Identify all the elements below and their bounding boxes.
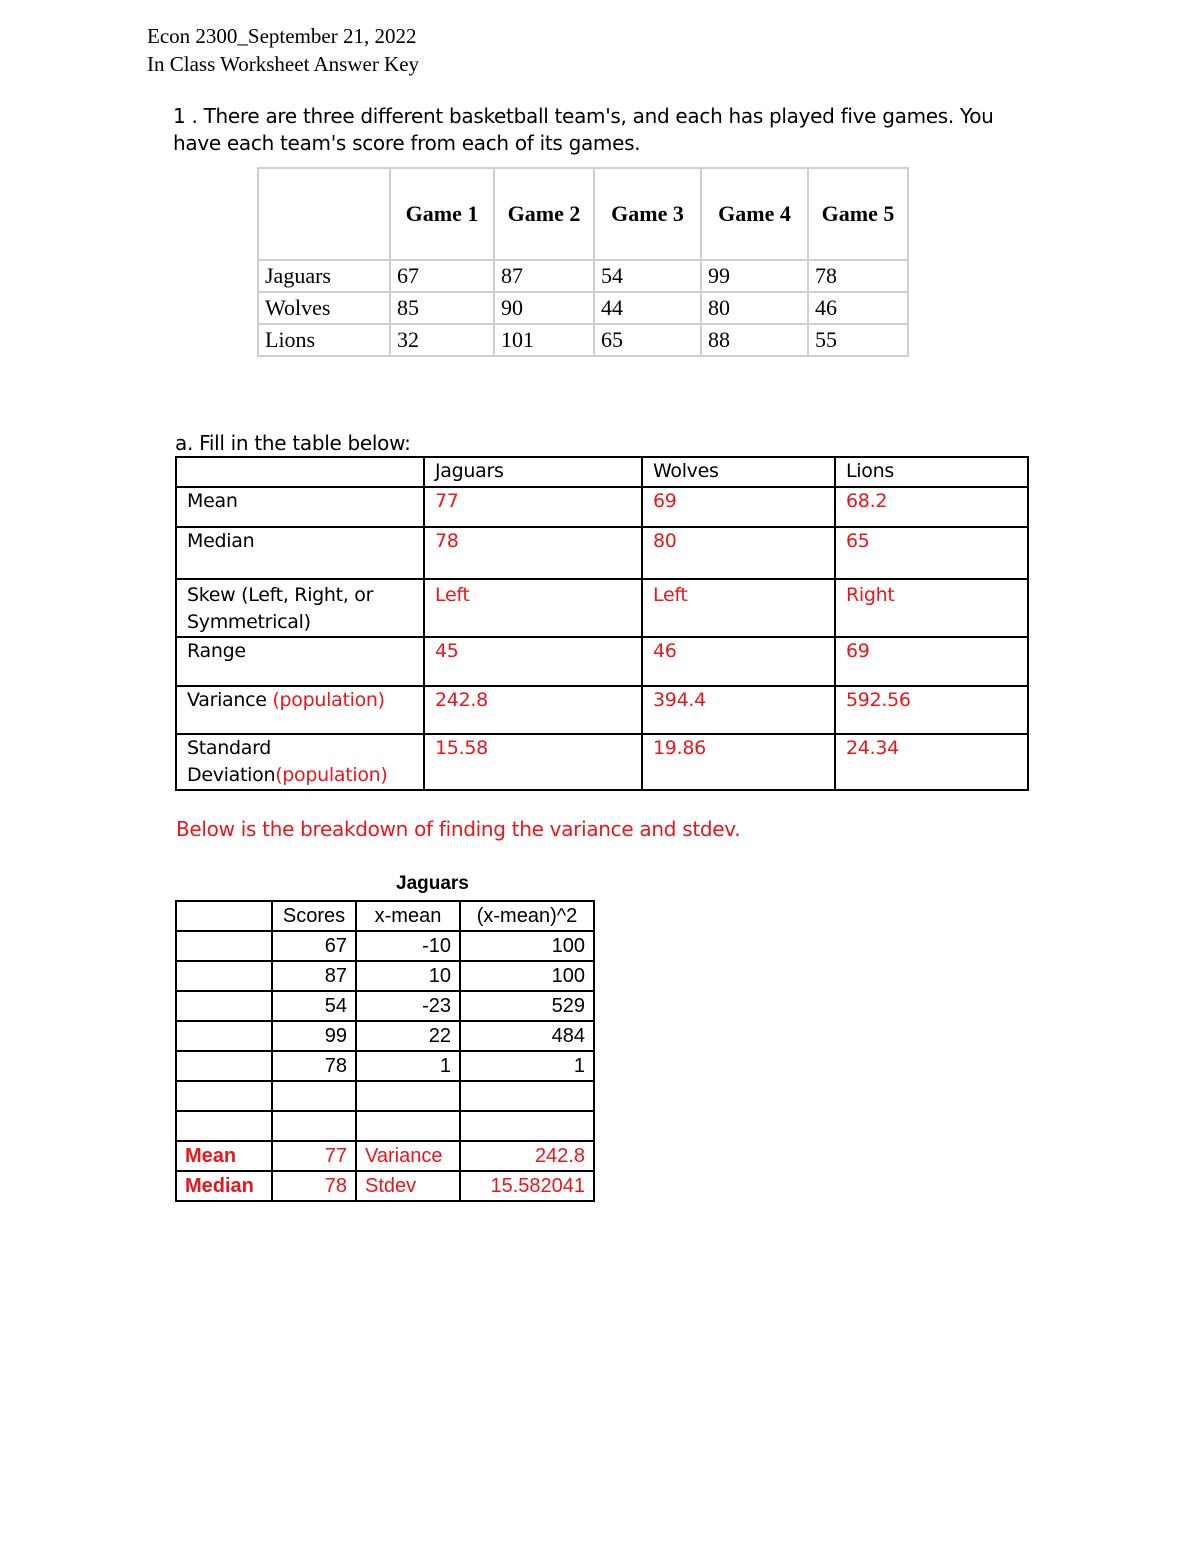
- score-cell: 55: [808, 324, 908, 356]
- score-cell: 78: [808, 260, 908, 292]
- document-header-title: In Class Worksheet Answer Key: [147, 52, 420, 76]
- stat-answer-cell: 45: [424, 637, 642, 686]
- breakdown-cell: 54: [272, 991, 356, 1021]
- breakdown-row: [176, 1081, 594, 1111]
- breakdown-cell: 100: [460, 961, 594, 991]
- breakdown-intro: Below is the breakdown of finding the variance and stdev.: [176, 817, 741, 841]
- breakdown-row: [176, 1021, 594, 1051]
- score-cell: 46: [808, 292, 908, 324]
- stats-header-cell: Lions: [835, 457, 1028, 487]
- stat-answer-cell: 46: [642, 637, 835, 686]
- breakdown-cell: [460, 1081, 594, 1111]
- breakdown-cell: 99: [272, 1021, 356, 1051]
- summary-value: 15.582041: [460, 1171, 594, 1201]
- breakdown-row: [176, 931, 594, 961]
- stat-answer-cell: 242.8: [424, 686, 642, 734]
- breakdown-cell: [176, 991, 272, 1021]
- part-a-prompt: a. Fill in the table below:: [175, 431, 411, 455]
- breakdown-cell: [176, 961, 272, 991]
- stat-answer-cell: 65: [835, 527, 1028, 579]
- breakdown-cell: [176, 1081, 272, 1111]
- scores-header-cell: Game 2: [494, 168, 594, 260]
- stat-label-text: Variance: [187, 689, 273, 711]
- breakdown-cell: [176, 931, 272, 961]
- breakdown-cell: 100: [460, 931, 594, 961]
- stats-row: [176, 579, 1028, 637]
- stat-label: [176, 734, 424, 790]
- stat-label-note: (population): [272, 689, 385, 711]
- summary-value: 78: [272, 1171, 356, 1201]
- breakdown-cell: [176, 1051, 272, 1081]
- summary-label: Stdev: [356, 1171, 460, 1201]
- summary-label: Median: [176, 1171, 272, 1201]
- stat-answer-cell: 77: [424, 487, 642, 527]
- summary-label: Variance: [356, 1141, 460, 1171]
- breakdown-cell: 10: [356, 961, 460, 991]
- team-name-cell: Lions: [258, 324, 390, 356]
- stat-label: [176, 637, 424, 686]
- stat-label-text: Median: [187, 530, 255, 552]
- score-cell: 90: [494, 292, 594, 324]
- breakdown-row: [176, 1111, 594, 1141]
- breakdown-row: [176, 991, 594, 1021]
- stats-header-cell: Wolves: [642, 457, 835, 487]
- statistics-answer-table: [175, 456, 1029, 791]
- breakdown-cell: -23: [356, 991, 460, 1021]
- score-cell: 88: [701, 324, 808, 356]
- scores-row: [258, 292, 908, 324]
- stat-label-text: Skew (Left, Right, or Symmetrical): [187, 584, 374, 633]
- stat-label-text: Mean: [187, 490, 238, 512]
- score-cell: 67: [390, 260, 494, 292]
- breakdown-header-cell: Scores: [272, 901, 356, 931]
- score-cell: 32: [390, 324, 494, 356]
- breakdown-cell: 484: [460, 1021, 594, 1051]
- score-cell: 99: [701, 260, 808, 292]
- breakdown-header-row: [176, 901, 594, 931]
- breakdown-header-cell: [176, 901, 272, 931]
- breakdown-header-cell: (x-mean)^2: [460, 901, 594, 931]
- scores-header-cell: Game 3: [594, 168, 701, 260]
- scores-header-cell: [258, 168, 390, 260]
- stat-label: [176, 686, 424, 734]
- stat-answer-cell: Left: [642, 579, 835, 637]
- stats-row: [176, 734, 1028, 790]
- stat-label-text: Standard Deviation: [187, 737, 276, 786]
- breakdown-table-title: Jaguars: [396, 873, 469, 894]
- breakdown-cell: 1: [356, 1051, 460, 1081]
- variance-breakdown-table: [175, 900, 595, 1202]
- breakdown-cell: [176, 1021, 272, 1051]
- stat-label: [176, 487, 424, 527]
- score-cell: 87: [494, 260, 594, 292]
- breakdown-cell: [176, 1111, 272, 1141]
- stat-answer-cell: 394.4: [642, 686, 835, 734]
- score-cell: 101: [494, 324, 594, 356]
- score-cell: 44: [594, 292, 701, 324]
- breakdown-cell: [356, 1111, 460, 1141]
- stats-header-row: [176, 457, 1028, 487]
- stats-row: [176, 487, 1028, 527]
- scores-row: [258, 260, 908, 292]
- breakdown-cell: [356, 1081, 460, 1111]
- breakdown-row: [176, 961, 594, 991]
- stat-label: [176, 527, 424, 579]
- breakdown-cell: 529: [460, 991, 594, 1021]
- stat-answer-cell: Right: [835, 579, 1028, 637]
- game-scores-table: [257, 167, 909, 357]
- breakdown-cell: -10: [356, 931, 460, 961]
- stats-row: [176, 637, 1028, 686]
- score-cell: 54: [594, 260, 701, 292]
- breakdown-summary-row: [176, 1141, 594, 1171]
- score-cell: 85: [390, 292, 494, 324]
- stat-answer-cell: 15.58: [424, 734, 642, 790]
- team-name-cell: Wolves: [258, 292, 390, 324]
- stat-label: [176, 579, 424, 637]
- summary-value: 242.8: [460, 1141, 594, 1171]
- breakdown-cell: [272, 1111, 356, 1141]
- scores-header-cell: Game 1: [390, 168, 494, 260]
- stats-header-cell: Jaguars: [424, 457, 642, 487]
- summary-label: Mean: [176, 1141, 272, 1171]
- stat-label-note: (population): [275, 764, 388, 786]
- stat-answer-cell: 19.86: [642, 734, 835, 790]
- question-1-text: 1 . There are three different basketball team's, and each has played five games. You have each team's score from each of its games.: [173, 104, 994, 155]
- stat-answer-cell: 78: [424, 527, 642, 579]
- stat-label-text: Range: [187, 640, 246, 662]
- breakdown-row: [176, 1051, 594, 1081]
- breakdown-cell: 1: [460, 1051, 594, 1081]
- breakdown-summary-row: [176, 1171, 594, 1201]
- stats-row: [176, 527, 1028, 579]
- breakdown-cell: 67: [272, 931, 356, 961]
- scores-header-cell: Game 4: [701, 168, 808, 260]
- stat-answer-cell: 69: [642, 487, 835, 527]
- scores-header-row: [258, 168, 908, 260]
- scores-header-cell: Game 5: [808, 168, 908, 260]
- stat-answer-cell: 80: [642, 527, 835, 579]
- score-cell: 65: [594, 324, 701, 356]
- stat-answer-cell: Left: [424, 579, 642, 637]
- stat-answer-cell: 69: [835, 637, 1028, 686]
- breakdown-cell: 78: [272, 1051, 356, 1081]
- breakdown-header-cell: x-mean: [356, 901, 460, 931]
- breakdown-cell: 87: [272, 961, 356, 991]
- breakdown-cell: 22: [356, 1021, 460, 1051]
- stats-header-cell: [176, 457, 424, 487]
- score-cell: 80: [701, 292, 808, 324]
- scores-row: [258, 324, 908, 356]
- stat-answer-cell: 24.34: [835, 734, 1028, 790]
- stat-answer-cell: 592.56: [835, 686, 1028, 734]
- stats-row: [176, 686, 1028, 734]
- document-header-course: Econ 2300_September 21, 2022: [147, 24, 417, 48]
- summary-value: 77: [272, 1141, 356, 1171]
- stat-answer-cell: 68.2: [835, 487, 1028, 527]
- breakdown-cell: [460, 1111, 594, 1141]
- breakdown-cell: [272, 1081, 356, 1111]
- team-name-cell: Jaguars: [258, 260, 390, 292]
